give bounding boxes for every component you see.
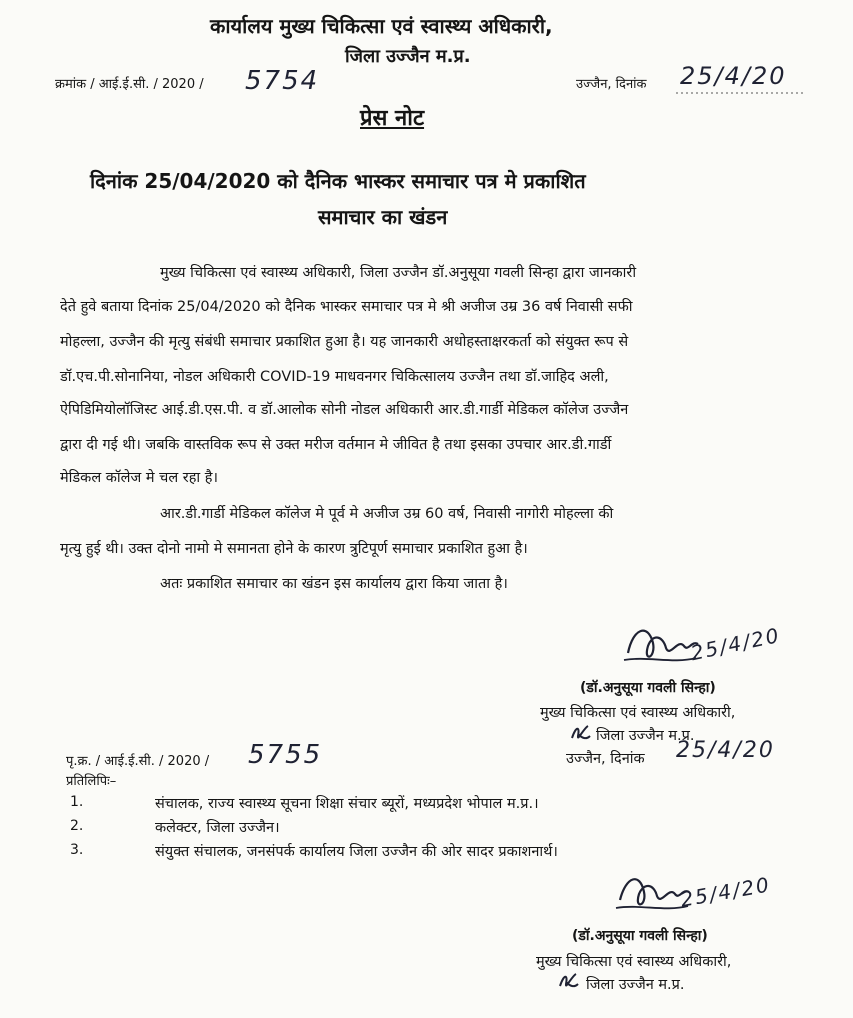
- body-para1-line: मेडिकल कॉलेज मे चल रहा है।: [60, 470, 218, 486]
- body-para3: अतः प्रकाशित समाचार का खंडन इस कार्यालय द्वारा किया जाता है।: [160, 576, 508, 592]
- handwritten-date: 25/4/20: [680, 62, 787, 90]
- signature-2-district: जिला उज्जैन म.प्र.: [586, 977, 685, 993]
- body-para2-line: मृत्यु हुई थी। उक्त दोनो नामो मे समानता होने के कारण त्रुटिपूर्ण समाचार प्रकाशित हुआ है।: [60, 541, 528, 557]
- page-title: प्रेस नोट: [360, 106, 425, 131]
- body-para1-line: मोहल्ला, उज्जैन की मृत्यु संबंधी समाचार प्रकाशित हुआ है। यह जानकारी अधोहस्ताक्षरकर्ता को संयुक्त रूप से: [60, 334, 629, 350]
- body-para1-line: देते हुवे बताया दिनांक 25/04/2020 को दैनिक भास्कर समाचार पत्र मे श्री अजीज उम्र 36 वर्ष निवासी सफी: [60, 299, 633, 315]
- body-para2-line: आर.डी.गार्डी मेडिकल कॉलेज मे पूर्व मे अजीज उम्र 60 वर्ष, निवासी नागोरी मोहल्ला की: [160, 506, 614, 522]
- signature-1-district: जिला उज्जैन म.प्र.: [596, 728, 695, 744]
- subject-line2: समाचार का खंडन: [318, 205, 448, 229]
- signature-1-name: (डॉ.अनुसूया गवली सिन्हा): [580, 680, 716, 696]
- body-para1-line: डॉ.एच.पी.सोनानिया, नोडल अधिकारी COVID-19 माधवनगर चिकित्सालय उज्जैन तथा डॉ.जाहिद अली,: [60, 369, 609, 385]
- office-title-line2: जिला उज्जैन म.प्र.: [345, 46, 471, 67]
- signature-1-handwritten-date: 25/4/20: [676, 738, 775, 763]
- reference-number: 5754: [245, 66, 320, 96]
- reference-prefix: क्रमांक / आई.ई.सी. / 2020 /: [55, 77, 204, 92]
- endorsement-prefix: पृ.क्र. / आई.ई.सी. / 2020 /: [66, 754, 210, 769]
- signature-1-date: 25/4/20: [688, 622, 783, 666]
- copy-item-text: संयुक्त संचालक, जनसंपर्क कार्यालय जिला उज्जैन की ओर सादर प्रकाशनार्थ।: [155, 844, 558, 860]
- initials-mark: [556, 970, 582, 992]
- place-date-label: उज्जैन, दिनांक: [576, 77, 647, 92]
- copy-item-number: 2.: [70, 818, 84, 834]
- office-title-line1: कार्यालय मुख्य चिकित्सा एवं स्वास्थ्य अधिकारी,: [210, 14, 553, 38]
- copy-item-number: 1.: [70, 794, 84, 810]
- copy-label: प्रतिलिपिः–: [66, 774, 117, 789]
- copy-item-text: संचालक, राज्य स्वास्थ्य सूचना शिक्षा संचार ब्यूरों, मध्यप्रदेश भोपाल म.प्र.।: [155, 796, 539, 812]
- signature-2-name: (डॉ.अनुसूया गवली सिन्हा): [572, 928, 708, 944]
- copy-item-text: कलेक्टर, जिला उज्जैन।: [155, 820, 280, 836]
- initials-mark: [568, 722, 594, 744]
- body-para1-line: द्वारा दी गई थी। जबकि वास्तविक रूप से उक्त मरीज वर्तमान मे जीवित है तथा इसका उपचार आर.डी.गार्डी: [60, 437, 612, 453]
- body-para1-line: मुख्य चिकित्सा एवं स्वास्थ्य अधिकारी, जिला उज्जैन डॉ.अनुसूया गवली सिन्हा द्वारा जानकारी: [160, 265, 637, 281]
- signature-1-designation: मुख्य चिकित्सा एवं स्वास्थ्य अधिकारी,: [540, 705, 736, 721]
- signature-1-place-date-label: उज्जैन, दिनांक: [566, 751, 645, 767]
- date-underline-dots: [676, 90, 816, 96]
- copy-item-number: 3.: [70, 842, 84, 858]
- endorsement-number: 5755: [248, 740, 323, 770]
- body-para1-line: ऐपिडिमियोलॉजिस्ट आई.डी.एस.पी. व डॉ.आलोक सोनी नोडल अधिकारी आर.डी.गार्डी मेडिकल कॉलेज उज्जैन: [60, 402, 629, 418]
- signature-2-date: 25/4/20: [678, 872, 773, 912]
- subject-line1: दिनांक 25/04/2020 को दैनिक भास्कर समाचार पत्र मे प्रकाशित: [90, 169, 586, 193]
- signature-2-designation: मुख्य चिकित्सा एवं स्वास्थ्य अधिकारी,: [536, 954, 732, 970]
